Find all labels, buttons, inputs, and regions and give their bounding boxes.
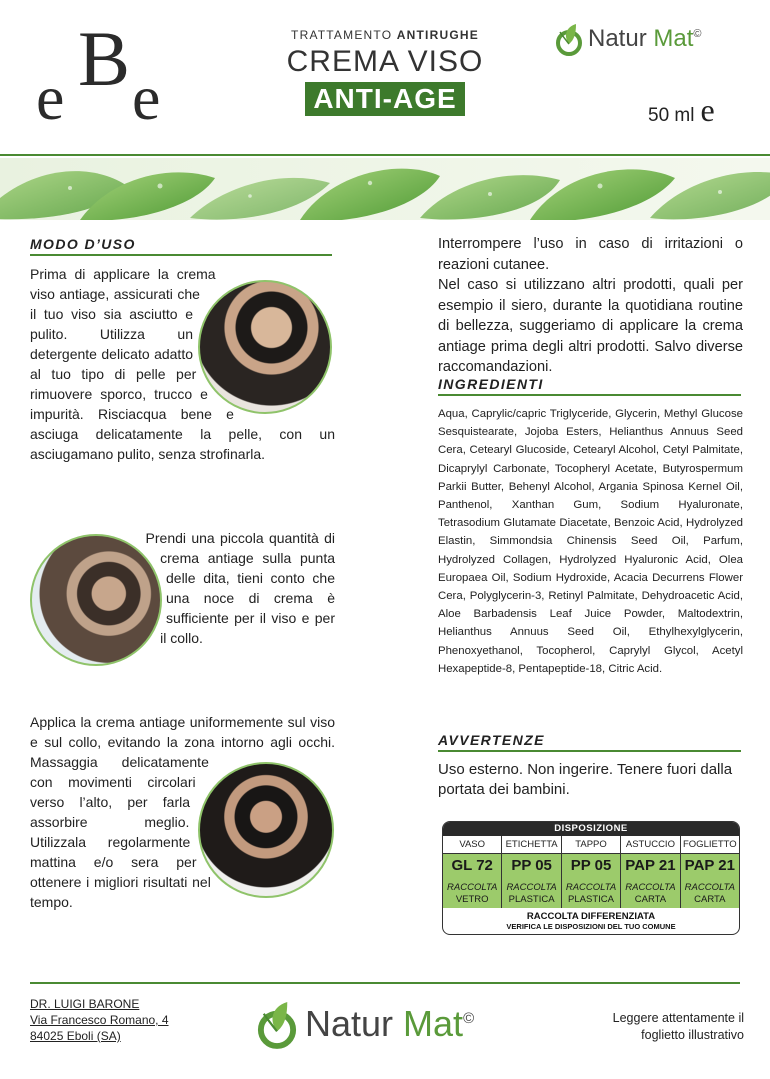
- avvertenze-heading: AVVERTENZE: [438, 732, 545, 748]
- disposal-column-vaso: [443, 836, 502, 908]
- footer-divider: [30, 982, 740, 984]
- leaflet-note: Leggere attentamente il foglietto illustrativo: [612, 1011, 744, 1042]
- material-code: PAP 21: [621, 854, 679, 882]
- brand-copyright: ©: [693, 28, 702, 40]
- modo-uso-rule: [30, 254, 332, 256]
- brand-mat: Mat: [653, 25, 694, 52]
- modo-uso-p1-a: Prima di applicare la crema viso antiage, assicurati che il tuo viso sia asciutto e pulito. Utilizza un detergente delicato adatto al tuo tipo di pelle per rimuovere sporco, trucco e: [30, 266, 216, 402]
- column-label: ASTUCCIO: [621, 836, 679, 854]
- address-name: DR. LUIGI BARONE: [30, 997, 140, 1011]
- disposal-footer-title: RACCOLTA DIFFERENZIATA: [526, 911, 656, 922]
- ingredients-list: Aqua, Caprylic/capric Triglyceride, Glycerin, Methyl Glucose Sesquistearate, Jojoba Esters, Helianthus Annuus Seed Cera, Cetearyl Glucoside, Cetearyl Alcohol, Cetyl Palmitate, Dicaprylyl Carbonate, Tocopheryl Acetate, Butyrospermum Parkii Butter, Behenyl Alcohol, Argania Spinosa Kernel Oil, Panthenol, Xanthan Gum, Sodium Hyaluronate, Tetrasodium Glutamate Diacetate, Benzoic Acid, Hydrolyzed Elastin, Simmondsia Chinensis Seed Oil, Parfum, Hydrolyzed Collagen, Hydrolyzed Hyaluronic Acid, Olea Europaea Oil, Sodium Hydroxide, Acacia Decurrens Flower Cera, Polyglycerin-3, Retinyl Palmitate, Dehydroacetic Acid, Aloe Barbadensis Leaf Juice Powder, Maltodextrin, Helianthus Annuus Seed Oil, Ethylhexylglycerin, Phenoxyethanol, Tocopherol, Caprylyl Glycol, Acetyl Hexapeptide-8, Pentapeptide-18, Citric Acid.: [438, 408, 743, 675]
- address-city: 84025 Eboli (SA): [30, 1029, 121, 1043]
- collection-label: RACCOLTA: [502, 882, 560, 893]
- material-label: CARTA: [621, 893, 679, 908]
- naturmat-logo-top: [554, 22, 701, 56]
- collection-label: RACCOLTA: [621, 882, 679, 893]
- material-label: CARTA: [681, 893, 739, 908]
- brand-natur: Natur: [588, 25, 647, 52]
- modo-uso-p2: Prendi una piccola quantità di crema antiage sulla punta delle dita, tieni conto che una noce di crema è sufficiente per il viso e per il collo.: [145, 530, 335, 646]
- material-code: GL 72: [443, 854, 501, 882]
- woman-photo-1: [198, 280, 332, 414]
- brand-name: [588, 25, 701, 53]
- column-label: VASO: [443, 836, 501, 854]
- material-label: PLASTICA: [562, 893, 620, 908]
- header-divider: [0, 154, 770, 156]
- disposal-table: [442, 821, 740, 935]
- collection-label: RACCOLTA: [681, 882, 739, 893]
- material-label: VETRO: [443, 893, 501, 908]
- leaf-logo-icon: [554, 22, 584, 56]
- ingredienti-heading: INGREDIENTI: [438, 376, 544, 392]
- disposal-columns: [443, 836, 739, 908]
- subtitle-prefix: TRATTAMENTO: [291, 28, 393, 42]
- column-label: ETICHETTA: [502, 836, 560, 854]
- subtitle-bold: ANTIRUGHE: [396, 28, 479, 42]
- leaves-banner-icon: [0, 158, 770, 220]
- collection-label: RACCOLTA: [443, 882, 501, 893]
- brand-natur: Natur: [305, 1003, 394, 1044]
- modo-uso-heading: MODO D’USO: [30, 236, 136, 252]
- avvertenze-rule: [438, 750, 741, 752]
- modo-uso-p3-b: Massaggia delicatamente con movimenti circolari verso l’alto, per farla assorbire meglio. Utilizzala regolarmente mattina e/o sera per ottenere i migliori risultati nel tempo.: [30, 754, 211, 910]
- product-title-block: [280, 28, 490, 116]
- brand-name: [305, 1003, 474, 1045]
- irritation-warning: Interrompere l’uso in caso di irritazioni o reazioni cutanee.: [438, 236, 743, 273]
- logo-letter-b: B: [78, 15, 131, 102]
- woman-photo-3: [198, 762, 334, 898]
- disposal-column-etichetta: [502, 836, 561, 908]
- logo-letter-e-left: e: [36, 62, 65, 133]
- ingredienti-rule: [438, 394, 741, 396]
- disposal-column-foglietto: [681, 836, 739, 908]
- leaf-logo-icon: [255, 998, 299, 1050]
- manufacturer-address: [30, 996, 169, 1044]
- leaf-banner: [0, 158, 770, 220]
- address-street: Via Francesco Romano, 4: [30, 1013, 169, 1027]
- naturmat-logo-bottom: [255, 998, 474, 1050]
- logo-letter-e-right: e: [132, 62, 161, 133]
- volume-label: [648, 94, 715, 127]
- treatment-subtitle: [280, 28, 490, 42]
- column-label: TAPPO: [562, 836, 620, 854]
- material-code: PP 05: [562, 854, 620, 882]
- ebe-logo: [36, 15, 186, 133]
- disposal-column-tappo: [562, 836, 621, 908]
- material-code: PAP 21: [681, 854, 739, 882]
- modo-uso-p3-a: Applica la crema antiage uniformemente sul viso e sul collo, evitando la zona intorno agli occhi.: [30, 714, 335, 750]
- modo-uso-p1-b: impurità. Risciacqua bene e asciuga delicatamente la pelle, con un asciugamano pulito, senza strofinarla.: [30, 406, 335, 462]
- estimated-sign-icon: e: [700, 92, 715, 128]
- avvertenze-text: Uso esterno. Non ingerire. Tenere fuori dalla portata dei bambini.: [438, 761, 733, 798]
- disposal-title: DISPOSIZIONE: [443, 822, 739, 836]
- disposal-footer-note: VERIFICA LE DISPOSIZIONI DEL TUO COMUNE: [506, 922, 676, 931]
- anti-age-badge: ANTI-AGE: [305, 82, 464, 116]
- product-title: CREMA VISO: [286, 45, 484, 78]
- material-label: PLASTICA: [502, 893, 560, 908]
- woman-photo-2: [30, 534, 162, 666]
- disposal-column-astuccio: [621, 836, 680, 908]
- material-code: PP 05: [502, 854, 560, 882]
- brand-copyright: ©: [463, 1010, 475, 1027]
- brand-mat: Mat: [403, 1003, 464, 1044]
- volume-value: 50 ml: [648, 105, 695, 126]
- collection-label: RACCOLTA: [562, 882, 620, 893]
- column-label: FOGLIETTO: [681, 836, 739, 854]
- usage-order-note: Nel caso si utilizzano altri prodotti, quali per esempio il siero, durante la quotidiana routine di bellezza, suggeriamo di applicare la crema antiage prima degli altri prodotti. Salvo diverse raccomandazioni.: [438, 277, 743, 375]
